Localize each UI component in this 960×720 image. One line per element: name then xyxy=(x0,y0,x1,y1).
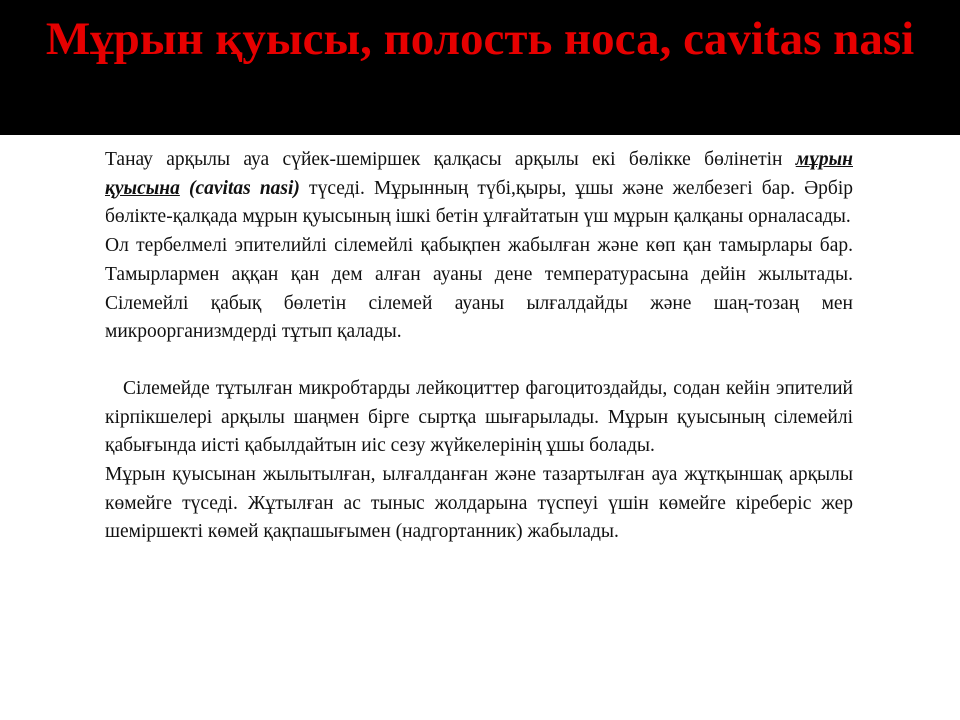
paragraph-1-start: Танау арқылы ауа сүйек-шеміршек қалқасы арқылы екі бөлікке бөлінетін xyxy=(105,149,796,170)
paragraph-2: Ол тербелмелі эпителийлі сілемейлі қабықпен жабылған және көп қан тамырлары бар. Тамырлармен аққан қан дем алған ауаны дене температурасына дейін жылытады. Сілемейлі қабық бөлетін сілемей ауаны ылғалдайды және шаң-тозаң мен микроорганизмдерді тұтып қалады. xyxy=(105,235,853,343)
title-bar xyxy=(0,0,960,135)
paragraph-gap xyxy=(105,347,853,375)
paragraph-1 xyxy=(105,146,853,232)
paragraph-4: Мұрын қуысынан жылытылған, ылғалданған және тазартылған ауа жұтқыншақ арқылы көмейге түседі. Жұтылған ас тыныс жолдарына түспеуі үшін көмейге кіреберіс жер шеміршекті көмей қақпашығымен (надгортанник) жабылады. xyxy=(105,464,853,543)
paragraph-3: Сілемейде тұтылған микробтарды лейкоциттер фагоцитоздайды, содан кейін эпителий кірпікшелері арқылы шаңмен бірге сыртқа шығарылады. Мұрын қуысының сілемейлі қабығында иісті қабылдайтын иіс сезу жүйкелерінің ұшы болады. xyxy=(105,377,853,457)
slide-body xyxy=(105,146,853,547)
paragraph-1-end: түседі. Мұрынның түбі,қыры, ұшы және желбезегі бар. Әрбір бөлікте-қалқада мұрын қуысының ішкі бетін ұлғайтатын үш мұрын қалқаны орналасады. xyxy=(105,177,853,228)
slide-title: Мұрын қуысы, полость носа, cavitas nasi xyxy=(45,13,915,65)
term-latin: (cavitas nasi) xyxy=(179,177,300,199)
term-highlight: мұрын қуысына xyxy=(105,149,853,199)
